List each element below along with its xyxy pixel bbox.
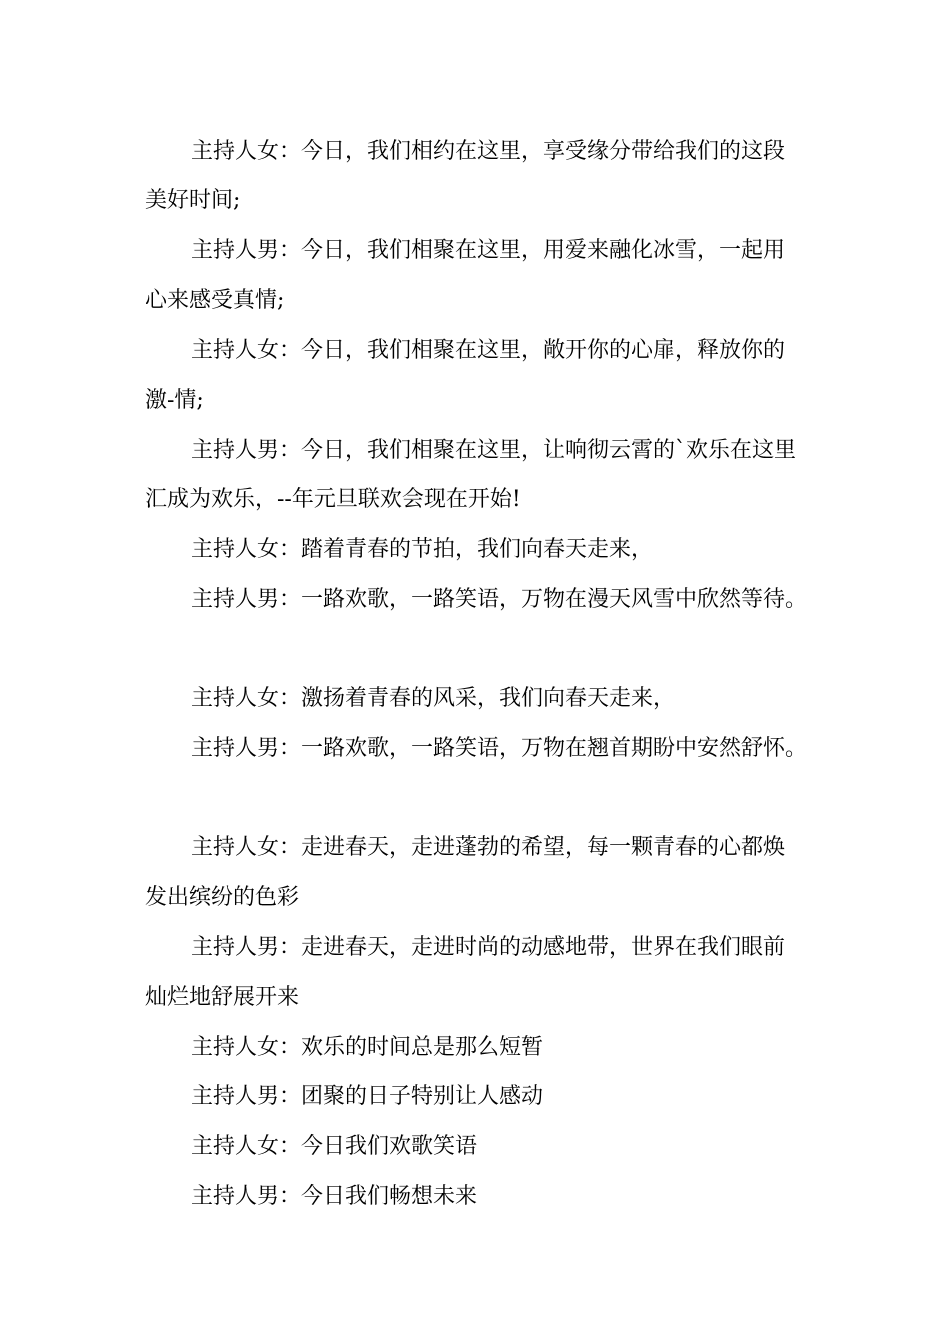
paragraph-line: 主持人男：今日，我们相聚在这里，用爱来融化冰雪，一起用 [191, 238, 786, 263]
paragraph-line: 主持人女：今日我们欢歌笑语 [191, 1134, 478, 1159]
paragraph-line: 心来感受真情; [145, 288, 285, 313]
paragraph-line: 主持人男：今日，我们相聚在这里，让响彻云霄的`欢乐在这里 [191, 438, 797, 463]
paragraph-line: 主持人女：踏着青春的节拍，我们向春天走来， [191, 537, 654, 562]
paragraph-line: 发出缤纷的色彩 [145, 885, 300, 910]
paragraph-line: 主持人男：走进春天，走进时尚的动感地带，世界在我们眼前 [191, 935, 786, 960]
paragraph-line: 主持人男：团聚的日子特别让人感动 [191, 1084, 544, 1109]
paragraph-line: 激-情; [145, 388, 204, 413]
paragraph-line: 主持人女：走进春天，走进蓬勃的希望，每一颗青春的心都焕 [191, 835, 786, 860]
paragraph-line: 主持人男：一路欢歌，一路笑语，万物在翘首期盼中安然舒怀。 [191, 736, 808, 761]
paragraph-line: 美好时间; [145, 188, 241, 213]
paragraph-line: 主持人女：今日，我们相聚在这里，敞开你的心扉，释放你的 [191, 338, 786, 363]
paragraph-line: 主持人女：激扬着青春的风采，我们向春天走来， [191, 686, 676, 711]
paragraph-line: 主持人男：今日我们畅想未来 [191, 1184, 478, 1209]
paragraph-line: 灿烂地舒展开来 [145, 985, 300, 1010]
paragraph-line: 汇成为欢乐，--年元旦联欢会现在开始! [145, 487, 521, 512]
paragraph-line: 主持人女：今日，我们相约在这里，享受缘分带给我们的这段 [191, 139, 786, 164]
paragraph-line: 主持人男：一路欢歌，一路笑语，万物在漫天风雪中欣然等待。 [191, 587, 808, 612]
paragraph-line: 主持人女：欢乐的时间总是那么短暂 [191, 1035, 544, 1060]
